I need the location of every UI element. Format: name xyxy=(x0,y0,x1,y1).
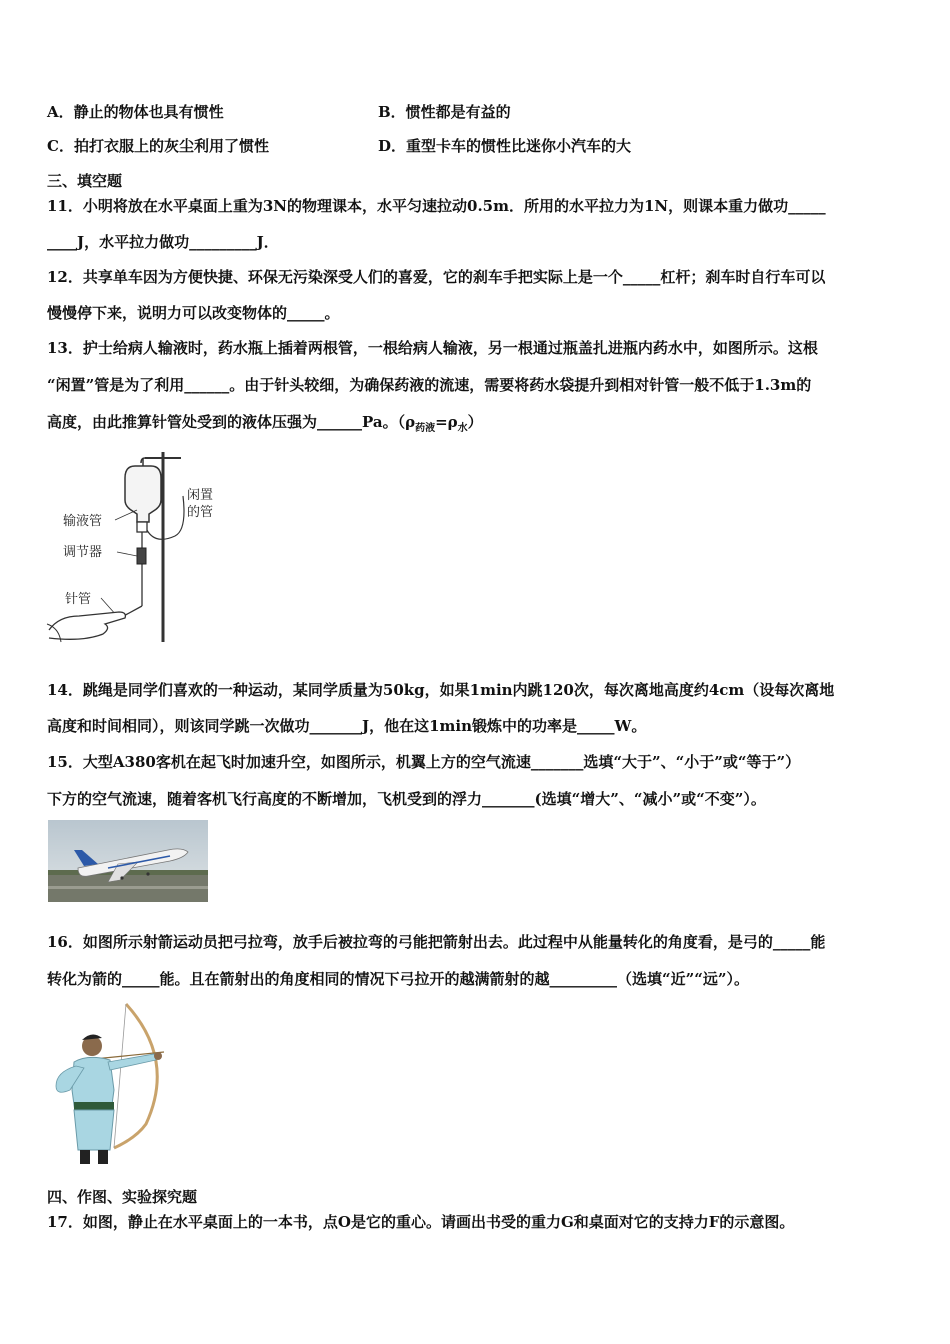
question-13-line-1: 13．护士给病人输液时，药水瓶上插着两根管，一根给病人输液，另一根通过瓶盖扎进瓶内药水中，如图所示。这根 xyxy=(47,339,818,357)
label-idle-tube-line-2: 的管 xyxy=(187,505,214,520)
airplane-photo xyxy=(48,820,208,902)
rho-subscript-liquid: 药液 xyxy=(415,423,436,434)
question-17: 17．如图，静止在水平桌面上的一本书，点O是它的重心。请画出书受的重力G和桌面对它的支持力F的示意图。 xyxy=(47,1213,795,1231)
question-16-line-2: 转化为箭的_____能。且在箭射出的角度相同的情况下弓拉开的越满箭射的越_________（选填“近”“远”）。 xyxy=(47,970,750,988)
question-13-text-c: ） xyxy=(467,413,483,431)
question-14-line-2: 高度和时间相同），则该同学跳一次做功_______J，他在这1min锻炼中的功率是_____W。 xyxy=(47,717,647,735)
section-heading-fill-in: 三、填空题 xyxy=(47,172,123,190)
option-b: B．惯性都是有益的 xyxy=(378,103,511,121)
question-11-line-2: ____J，水平拉力做功_________J． xyxy=(47,233,279,251)
question-13-line-3 xyxy=(47,412,483,439)
section-heading-drawing-experiment: 四、作图、实验探究题 xyxy=(47,1188,198,1206)
question-16-line-1: 16．如图所示射箭运动员把弓拉弯，放手后被拉弯的弓能把箭射出去。此过程中从能量转化的角度看，是弓的_____能 xyxy=(47,933,826,951)
label-regulator: 调节器 xyxy=(63,545,103,560)
question-12-line-2: 慢慢停下来，说明力可以改变物体的_____。 xyxy=(47,304,340,322)
airplane-drawing xyxy=(48,820,208,902)
question-14-line-1: 14．跳绳是同学们喜欢的一种运动，某同学质量为50kg，如果1min内跳120次，每次离地高度约4cm（设每次离地 xyxy=(47,681,835,699)
question-11-line-1: 11．小明将放在水平桌面上重为3N的物理课本，水平匀速拉动0.5m．所用的水平拉力为1N，则课本重力做功_____ xyxy=(47,197,826,215)
archer-drawing xyxy=(44,1000,170,1166)
question-12-line-1: 12．共享单车因为方便快捷、环保无污染深受人们的喜爱，它的刹车手把实际上是一个_____杠杆；刹车时自行车可以 xyxy=(47,268,826,286)
iv-drip-figure xyxy=(45,448,235,644)
question-13-text-a: 高度，由此推算针管处受到的液体压强为______Pa。（ρ xyxy=(47,413,416,431)
question-13-text-b: =ρ xyxy=(435,413,458,431)
label-infusion-tube: 输液管 xyxy=(63,514,103,529)
option-c: C．拍打衣服上的灰尘利用了惯性 xyxy=(47,137,269,155)
archer-photo xyxy=(44,1000,170,1166)
question-13-line-2: “闲置”管是为了利用______。由于针头较细，为确保药液的流速，需要将药水袋提升到相对针管一般不低于1.3m的 xyxy=(47,376,812,394)
option-a: A．静止的物体也具有惯性 xyxy=(47,103,224,121)
label-idle-tube-line-1: 闲置 xyxy=(187,488,214,503)
question-15-line-1: 15．大型A380客机在起飞时加速升空，如图所示，机翼上方的空气流速_______选填“大于”、“小于”或“等于”） xyxy=(47,753,801,771)
question-15-line-2: 下方的空气流速，随着客机飞行高度的不断增加，飞机受到的浮力_______(选填“增大”、“减小”或“不变”）。 xyxy=(47,790,766,808)
rho-subscript-water: 水 xyxy=(457,423,468,434)
label-needle: 针管 xyxy=(65,592,92,607)
option-d: D．重型卡车的惯性比迷你小汽车的大 xyxy=(378,137,632,155)
